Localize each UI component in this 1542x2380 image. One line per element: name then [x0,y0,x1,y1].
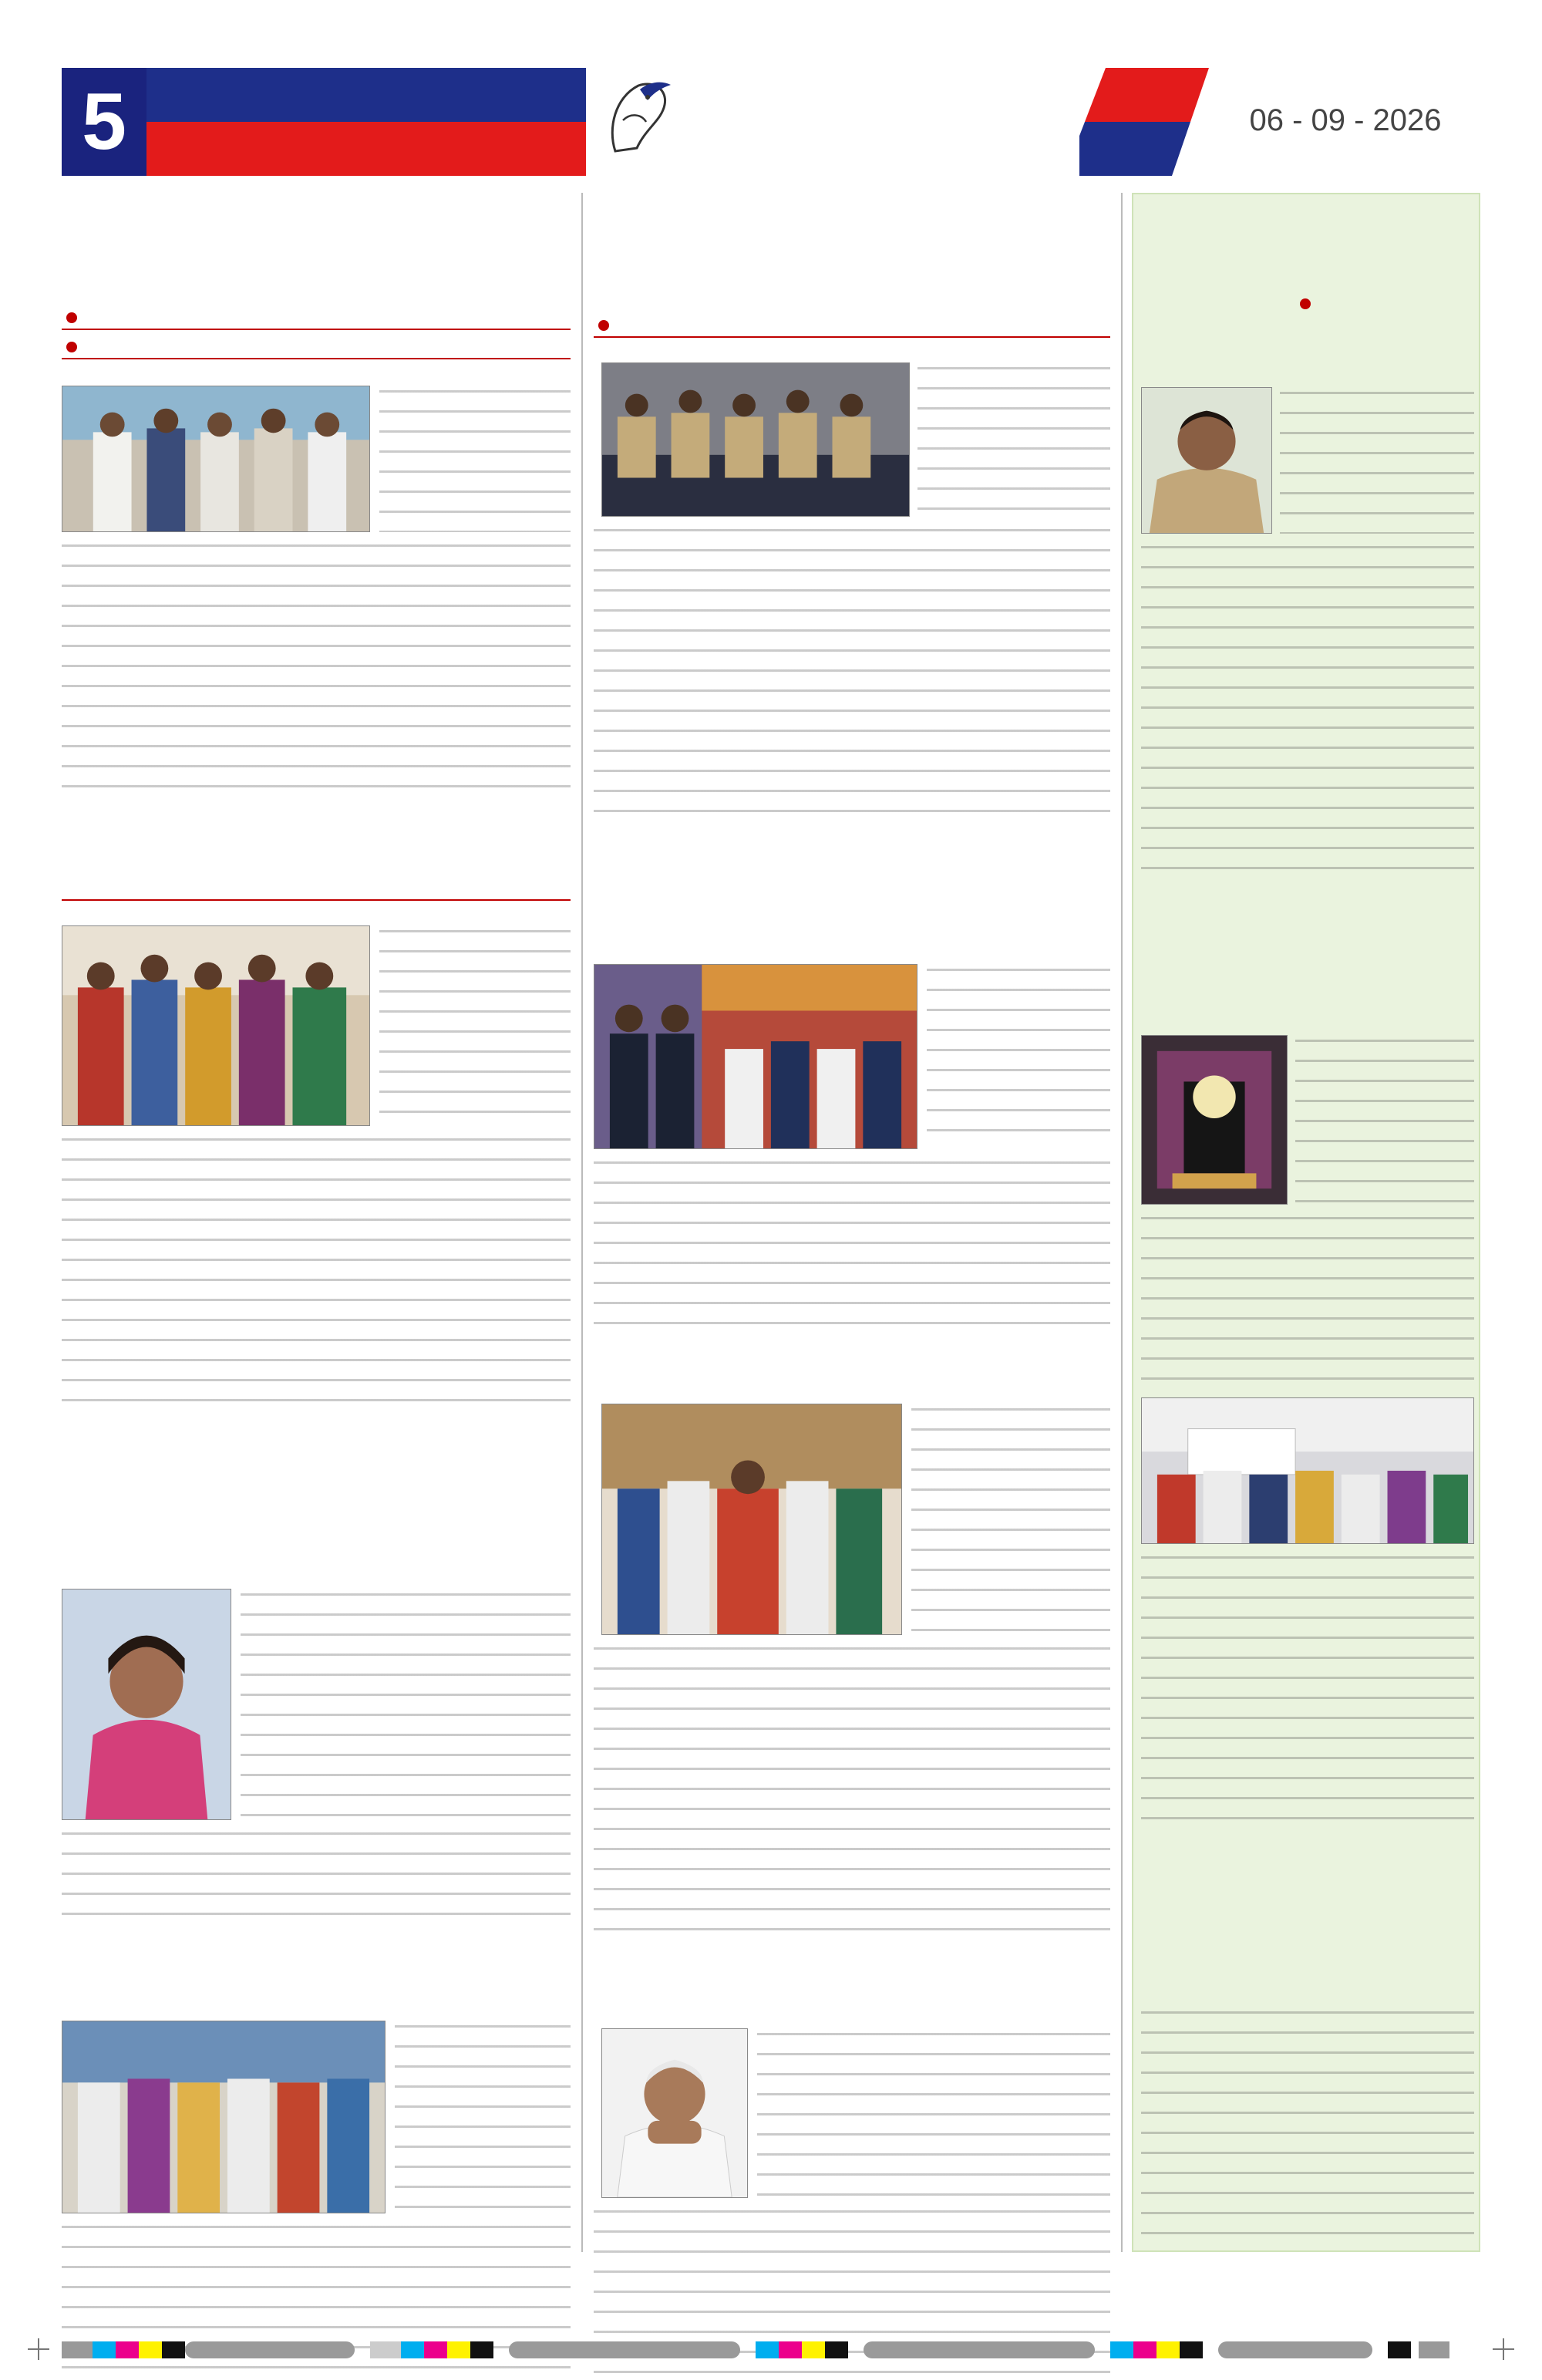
bullet-line [62,336,571,355]
headline [62,1442,571,1550]
text-placeholder [911,1408,1110,1635]
column-c [1132,193,1480,2252]
text-placeholder [1141,2011,1474,2235]
headline [62,193,571,301]
bullet-line [1133,293,1479,312]
issue-date: 06 - 09 - 2026 [1249,103,1442,137]
text-placeholder [594,529,1110,829]
text-placeholder [62,1138,571,1419]
story-teachers-day-2 [1133,1883,1479,2246]
text-placeholder [241,1593,571,1820]
story-teachers-day [62,817,571,1427]
story-photo [62,386,370,532]
text-placeholder [395,2025,571,2213]
headline [594,848,1110,941]
story-municipal-wards [62,193,571,802]
page-number: 5 [62,68,146,176]
text-placeholder [379,930,571,1126]
print-color-bar [31,2341,1511,2358]
paper-name [680,79,1073,142]
headline [594,1943,1110,1990]
divider [62,329,571,330]
column-a [62,193,571,2252]
text-placeholder [927,969,1110,1149]
headline [62,817,571,871]
headline [62,1928,571,1977]
bird-logo-icon [600,74,674,165]
headline [594,193,1110,308]
divider [62,358,571,359]
divider [62,899,571,901]
headline [1133,194,1479,287]
story-photo [1141,387,1272,534]
text-placeholder [62,1832,571,1916]
masthead [62,68,1480,176]
divider [594,336,1110,338]
text-placeholder [1141,546,1474,881]
story-ganesh-festival-rules [594,193,1110,833]
text-placeholder [1141,1556,1474,1826]
story-photo [594,964,917,1149]
subheading [62,1556,571,1575]
column-divider [581,193,583,2252]
headline [1133,1297,1479,1390]
subheading [62,878,571,896]
bullet-line [594,315,1110,333]
column-divider [1121,193,1123,2252]
story-photo [62,2021,386,2213]
bullet-icon [66,312,77,323]
story-photo [601,362,910,517]
story-photo [1141,1035,1288,1205]
column-b [594,193,1110,2252]
headline [1133,896,1479,996]
story-farmers-relief [62,1442,571,1920]
headline [594,1273,1110,1388]
story-guru-pournami [62,1928,571,2380]
subheading [594,1996,1110,2014]
bullet-icon [1300,298,1311,309]
bullet-icon [66,342,77,352]
text-placeholder [757,2033,1110,2198]
text-placeholder [1280,392,1474,534]
headline [1133,1883,1479,1991]
bullet-line [62,307,571,325]
story-excise-raids [1133,194,1479,888]
subheading [62,1984,571,2002]
story-photo [1141,1397,1474,1544]
story-development-works [594,1943,1110,2380]
text-placeholder [1295,1040,1474,1205]
story-photo [62,925,370,1126]
story-photo [601,2028,748,2198]
story-photo [62,1589,231,1820]
paper-logo [586,63,1079,180]
bullet-icon [598,320,609,331]
text-placeholder [379,390,571,532]
story-best-teacher-award [1133,1297,1479,1837]
story-alliance-teachers-day [594,1273,1110,1936]
text-placeholder [917,367,1110,517]
story-photo [601,1404,902,1635]
text-placeholder [62,544,571,794]
text-placeholder [594,1647,1110,1932]
